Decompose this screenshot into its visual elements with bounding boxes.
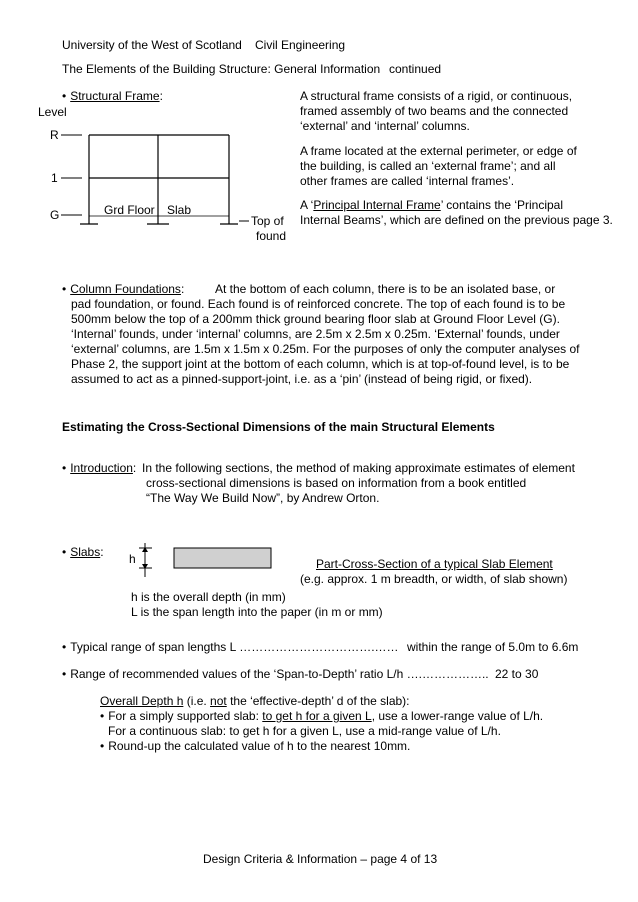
column-foundations-line3: ‘Internal’ founds, under ‘internal’ columns, are 2.5m x 2.5m x 0.25m. ‘External’ founds, under <box>71 327 560 341</box>
frame-para3-line1 <box>300 198 563 213</box>
level-r-label: R <box>50 128 59 142</box>
slab-cross-section-diagram <box>125 541 285 581</box>
span-depth-dots: ….…………….. <box>406 667 489 681</box>
overall-depth-bullet1 <box>100 709 543 724</box>
slabs-heading-text: Slabs <box>70 545 101 559</box>
slab-label: Slab <box>167 203 192 217</box>
overall-depth-title-not: not <box>210 694 227 708</box>
slab-element-rect <box>174 548 271 568</box>
frame-para2-line1: A frame located at the external perimeter, or edge of <box>300 144 577 158</box>
header-department: Civil Engineering <box>255 38 346 52</box>
overall-depth-b1-link: to get h for a given L <box>262 709 372 723</box>
span-range-dots: …………………………….…… <box>239 640 399 654</box>
column-foundations-line4: ‘external’ columns, are 1.5m x 1.5m x 0.25m. For the purposes of only the computer analyses of <box>71 342 580 356</box>
overall-depth-b2-text: Round-up the calculated value of h to the nearest 10mm. <box>108 739 411 753</box>
frame-para1-line2: framed assembly of two beams and the connected <box>300 104 569 118</box>
frame-para2-line3: other frames are called ‘internal frames’. <box>300 174 515 188</box>
structural-frame-heading-text: Structural Frame <box>70 89 160 103</box>
introduction-heading-text: Introduction <box>70 461 133 475</box>
column-foundations-line0: At the bottom of each column, there is to be an isolated base, or <box>215 282 556 296</box>
span-range-label: Typical range of span lengths L <box>70 640 236 654</box>
structural-frame-heading-colon: : <box>159 89 163 103</box>
overall-depth-b1-suffix: , use a lower-range value of L/h. <box>371 709 544 723</box>
frame-para1-line1: A structural frame consists of a rigid, or continuous, <box>300 89 573 103</box>
introduction-heading <box>62 461 136 476</box>
top-of-label: Top of <box>251 214 284 228</box>
level-label: Level <box>38 105 67 119</box>
slabs-heading-colon: : <box>100 545 104 559</box>
column-foundations-heading <box>62 282 184 297</box>
page-footer: Design Criteria & Information – page 4 of 13 <box>203 852 438 866</box>
slab-def-l: L is the span length into the paper (in m or mm) <box>131 605 383 619</box>
span-range-value: within the range of 5.0m to 6.6m <box>407 640 579 654</box>
column-foundations-heading-colon: : <box>180 282 185 296</box>
overall-depth-title-mid: (i.e. <box>183 694 211 708</box>
header-subtitle: The Elements of the Building Structure: General Information <box>62 62 381 76</box>
introduction-line0: In the following sections, the method of making approximate estimates of element <box>142 461 575 475</box>
overall-depth-title <box>100 694 410 709</box>
found-label: found <box>256 229 287 243</box>
span-range-item <box>62 640 399 655</box>
slabs-heading <box>62 545 104 560</box>
header-university: University of the West of Scotland <box>62 38 242 52</box>
structural-frame-diagram <box>30 100 330 250</box>
section-heading: Estimating the Cross-Sectional Dimensions of the main Structural Elements <box>62 420 495 434</box>
introduction-heading-colon: : <box>132 461 137 475</box>
slab-caption: Part-Cross-Section of a typical Slab Element <box>316 557 553 571</box>
header-continued: continued <box>389 62 442 76</box>
para3-prefix: A ‘ <box>300 198 314 212</box>
frame-para2-line2: the building, is called an ‘external frame’; and all <box>300 159 556 173</box>
para3-suffix: ’ contains the ‘Principal <box>440 198 564 212</box>
column-foundations-line1: pad foundation, or found. Each found is of reinforced concrete. The top of each found is to be <box>71 297 566 311</box>
span-depth-item <box>62 667 489 682</box>
principal-internal-frame-link: Principal Internal Frame <box>313 198 441 212</box>
column-foundations-line6: assumed to act as a pinned-support-joint, i.e. as a ‘pin’ (instead of being rigid, or fixed). <box>71 372 533 386</box>
level-g-label: G <box>50 208 60 222</box>
overall-depth-title-rest: the ‘effective-depth’ d of the slab): <box>226 694 410 708</box>
frame-para3-line2: Internal Beams’, which are defined on the previous page 3. <box>300 213 613 227</box>
level-1-label: 1 <box>51 171 58 185</box>
frame-para1-line3: ‘external’ and ‘internal’ columns. <box>300 119 470 133</box>
overall-depth-title-underlined: Overall Depth h <box>100 694 184 708</box>
introduction-line2: “The Way We Build Now”, by Andrew Orton. <box>146 491 380 505</box>
column-foundations-line5: Phase 2, the support joint at the bottom of each column, which is at top-of-found level, is to be <box>71 357 570 371</box>
slab-caption-note: (e.g. approx. 1 m breadth, or width, of slab shown) <box>300 572 568 586</box>
slab-h-label: h <box>129 552 136 566</box>
overall-depth-b1-prefix: For a simply supported slab: <box>108 709 263 723</box>
column-foundations-heading-text: Column Foundations <box>70 282 181 296</box>
slab-def-h: h is the overall depth (in mm) <box>131 590 286 604</box>
span-depth-label: Range of recommended values of the ‘Span-to-Depth’ ratio L/h <box>70 667 404 681</box>
span-depth-value: 22 to 30 <box>495 667 539 681</box>
overall-depth-bullet2 <box>100 739 410 754</box>
introduction-line1: cross-sectional dimensions is based on information from a book entitled <box>146 476 527 490</box>
grd-floor-label: Grd Floor <box>104 203 155 217</box>
overall-depth-bullet1-line2: For a continuous slab: to get h for a given L, use a mid-range value of L/h. <box>108 724 501 738</box>
column-foundations-line2: 500mm below the top of a 200mm thick ground bearing floor slab at Ground Floor Level (G). <box>71 312 560 326</box>
